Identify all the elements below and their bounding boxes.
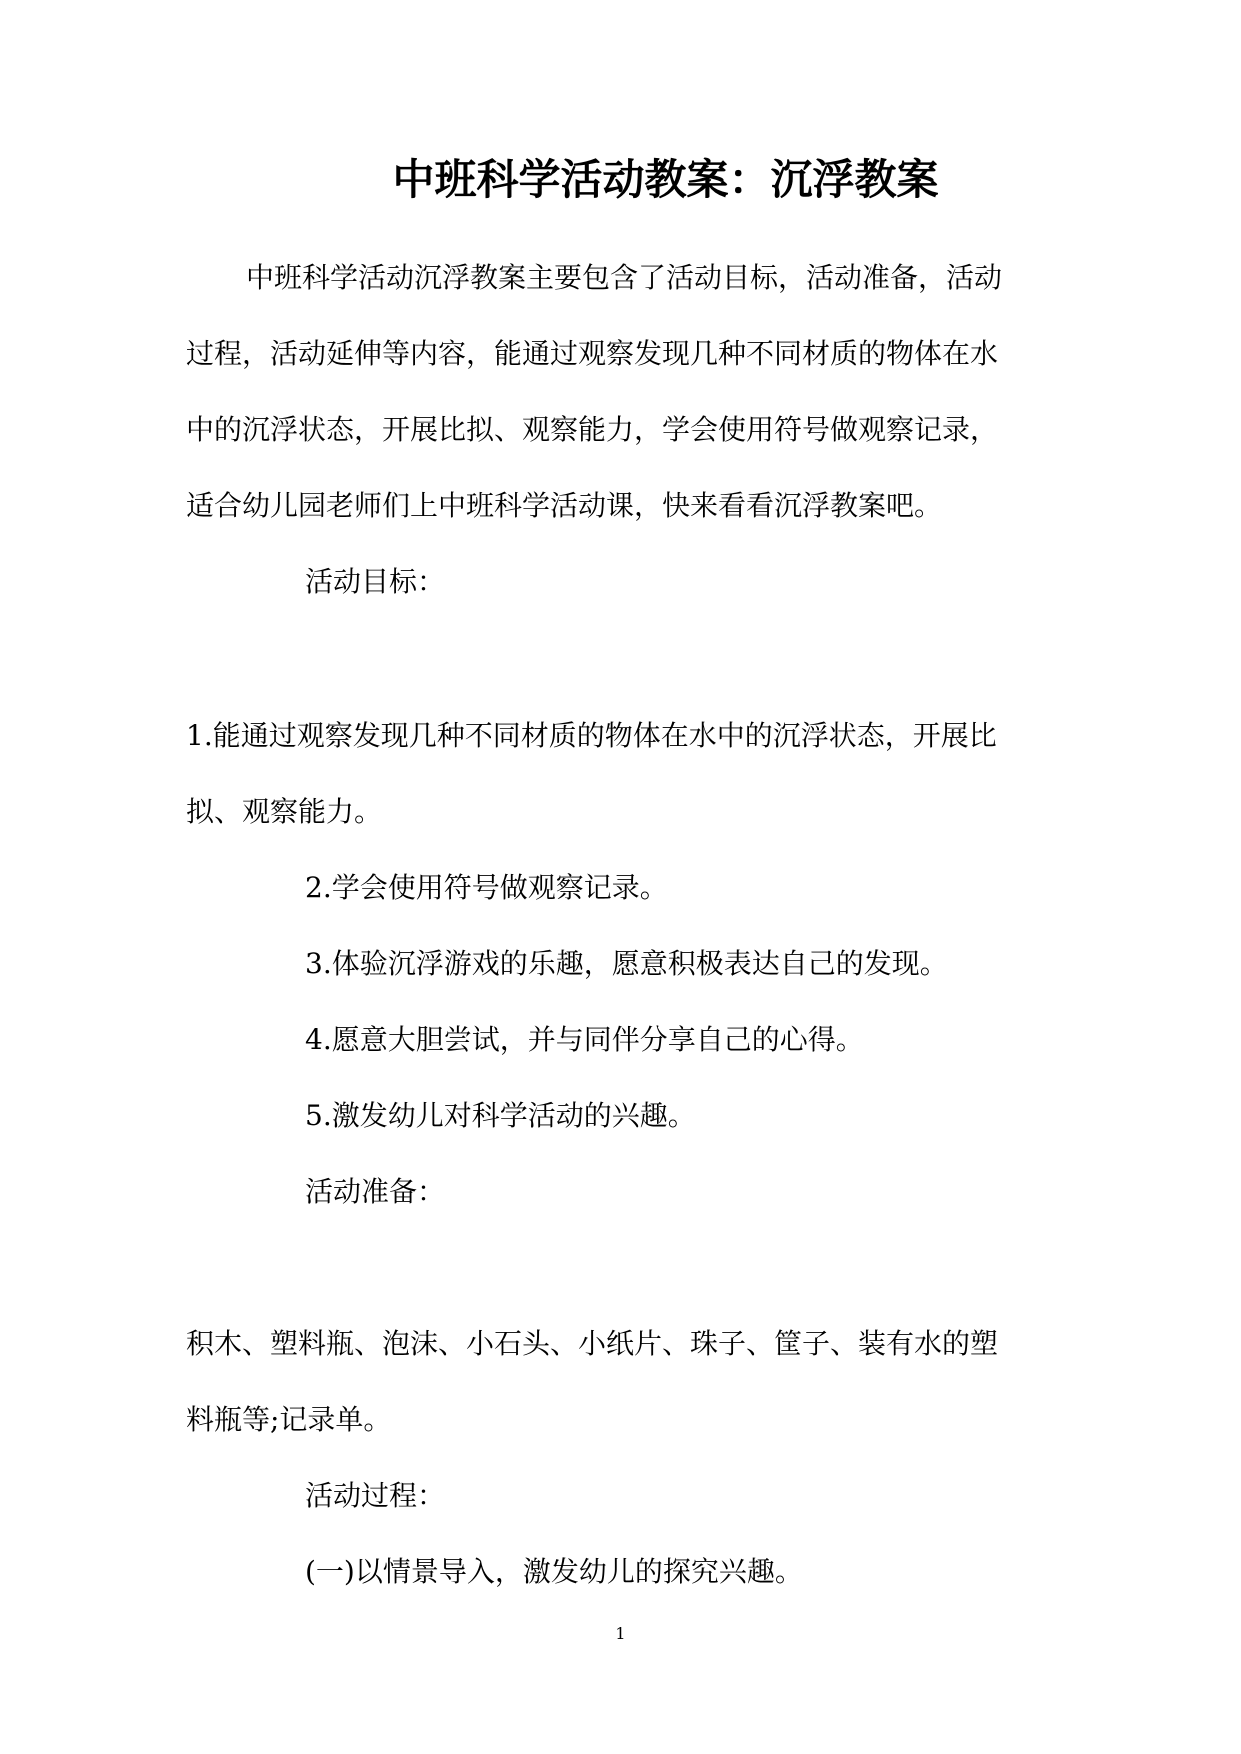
goals-heading: 活动目标： [305,565,446,598]
intro-line: 中班科学活动沉浮教案主要包含了活动目标，活动准备，活动 [246,261,1003,294]
process-heading: 活动过程： [305,1479,446,1512]
prep-line: 积木、塑料瓶、泡沫、小石头、小纸片、珠子、筐子、装有水的塑 [186,1327,999,1360]
prep-paragraph [186,1306,1046,1458]
goal-1-line: 拟、观察能力。 [186,795,383,828]
prep-line: 料瓶等;记录单。 [186,1403,392,1436]
document-title: 中班科学活动教案：沉浮教案 [392,155,939,204]
intro-paragraph [186,240,1046,544]
goal-1-line: 1.能通过观察发现几种不同材质的物体在水中的沉浮状态，开展比 [186,719,997,752]
prep-heading: 活动准备： [305,1175,446,1208]
goal-4: 4.愿意大胆尝试，并与同伴分享自己的心得。 [305,1023,864,1056]
goal-5: 5.激发幼儿对科学活动的兴趣。 [305,1099,696,1132]
process-step-1: (一)以情景导入，激发幼儿的探究兴趣。 [305,1555,803,1588]
intro-line: 过程，活动延伸等内容，能通过观察发现几种不同材质的物体在水 [186,337,999,370]
intro-line: 适合幼儿园老师们上中班科学活动课，快来看看沉浮教案吧。 [186,489,943,522]
goal-3: 3.体验沉浮游戏的乐趣，愿意积极表达自己的发现。 [305,947,948,980]
goal-2: 2.学会使用符号做观察记录。 [305,871,668,904]
page-number: 1 [615,1624,626,1643]
goal-1-paragraph [186,698,1046,850]
intro-line: 中的沉浮状态，开展比拟、观察能力，学会使用符号做观察记录， [186,413,999,446]
